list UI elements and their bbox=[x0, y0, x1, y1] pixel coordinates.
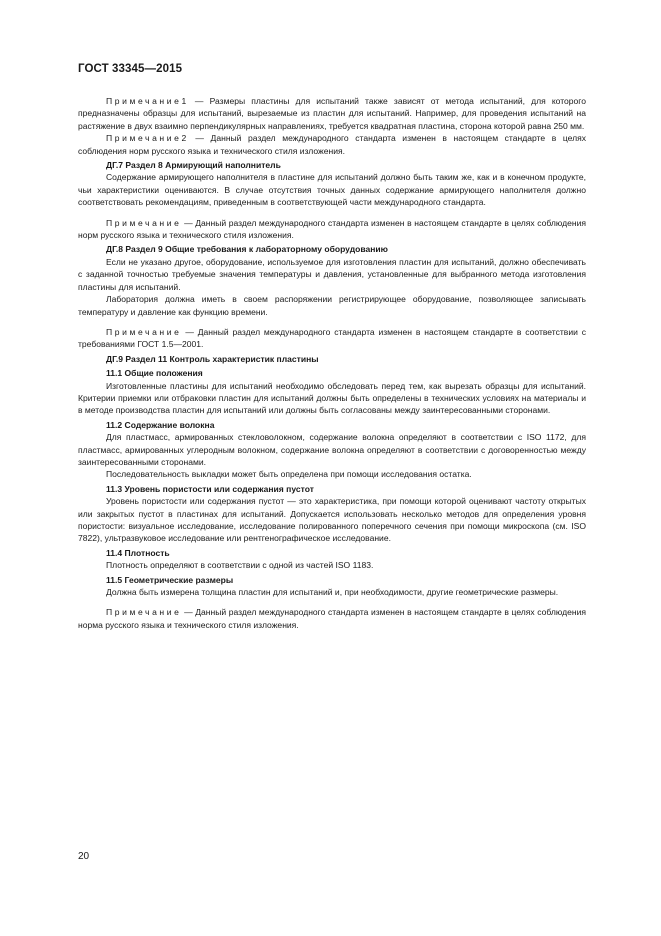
note-1: Примечание1 — Размеры пластины для испытаний также зависят от метода испытаний, для которого предназначены образцы для испытаний, вырезаемые из пластин для испытаний. Например, для проведения испытаний на растяжение в двух взаимно перпендикулярных направлениях, требуется квадратная пластина, сторона которой равна 250 мм. bbox=[78, 96, 586, 131]
subsection-heading-11-5: 11.5 Геометрические размеры bbox=[106, 574, 234, 585]
note-label: Примечание bbox=[106, 607, 182, 618]
paragraph: Последовательность выкладки может быть определена при помощи исследования остатка. bbox=[106, 469, 472, 480]
note: Примечание — Данный раздел международного стандарта изменен в настоящем стандарте в соответствии с требованиями ГОСТ 1.5—2001. bbox=[78, 326, 586, 350]
paragraph: Уровень пористости или содержания пустот — это характеристика, при помощи которой оценивают частоту открытых или закрытых пустот в пластинах для испытаний. Допускается использовать несколько методов для определения уровня пористости: визуальное исследование, исследование полированного поперечного сечения при помощи микроскопа (см. ISO 7822), ультразвуковое исследование или рентгенографическое исследование. bbox=[78, 496, 586, 544]
subsection-heading-11-1: 11.1 Общие положения bbox=[106, 368, 203, 379]
document-header: ГОСТ 33345—2015 bbox=[78, 63, 183, 75]
note-label: Примечание bbox=[106, 217, 182, 228]
paragraph: Плотность определяют в соответствии с одной из частей ISO 1183. bbox=[106, 560, 374, 571]
note-label: Примечание bbox=[106, 326, 182, 337]
paragraph: Должна быть измерена толщина пластин для испытаний и, при необходимости, другие геометрические размеры. bbox=[106, 587, 559, 598]
section-heading-dg9: ДГ.9 Раздел 11 Контроль характеристик пластины bbox=[106, 353, 319, 364]
section-heading-dg7: ДГ.7 Раздел 8 Армирующий наполнитель bbox=[106, 160, 281, 171]
note-label: Примечание2 bbox=[106, 133, 189, 144]
paragraph: Если не указано другое, оборудование, используемое для изготовления пластин для испытаний, должно обеспечивать с заданной точностью требуемые значения температуры и давления, установленные для выбранного метода изготовления пластины для испытаний. bbox=[78, 256, 586, 292]
note: Примечание — Данный раздел международного стандарта изменен в настоящем стандарте в целях соблюдения норма русского языка и технического стиля изложения. bbox=[78, 607, 586, 630]
document-body bbox=[78, 95, 586, 631]
subsection-heading-11-4: 11.4 Плотность bbox=[106, 547, 170, 558]
subsection-heading-11-3: 11.3 Уровень пористости или содержания пустот bbox=[106, 483, 314, 494]
paragraph: Лаборатория должна иметь в своем распоряжении регистрирующее оборудование, позволяющее записывать температуру и давление как функцию времени. bbox=[78, 294, 586, 317]
note-label: Примечание1 bbox=[106, 96, 189, 106]
paragraph: Для пластмасс, армированных стекловолокном, содержание волокна определяют в соответствии с ISO 1172, для пластмасс, армированных углеродным волокном, содержание волокна определяют в соответствии с договоренностью между заинтересованными сторонами. bbox=[78, 432, 586, 467]
paragraph: Изготовленные пластины для испытаний необходимо обследовать перед тем, как вырезать образцы для испытаний. Критерии приемки или отбраковки пластин для испытаний должны быть определены в технических условиях на материалы и в методе производства пластин для испытаний или должны быть согласованы между заинтересованными сторонами. bbox=[78, 380, 586, 416]
note: Примечание — Данный раздел международного стандарта изменен в настоящем стандарте в целях соблюдения норм русского языка и технического стиля изложения. bbox=[78, 217, 586, 241]
note-2: Примечание2 — Данный раздел международного стандарта изменен в настоящем стандарте в целях соблюдения норм русского языка и технического стиля изложения. bbox=[78, 133, 586, 156]
paragraph: Содержание армирующего наполнителя в пластине для испытаний должно быть таким же, как и в конечном продукте, чьи характеристики оцениваются. В случае отсутствия точных данных содержание армирующего наполнителя должно соответствовать рекомендациям, приведенным в соответствующей части международного стандарта. bbox=[78, 172, 586, 208]
subsection-heading-11-2: 11.2 Содержание волокна bbox=[106, 419, 215, 430]
page-number: 20 bbox=[78, 851, 90, 862]
section-heading-dg8: ДГ.8 Раздел 9 Общие требования к лабораторному оборудованию bbox=[106, 244, 388, 255]
